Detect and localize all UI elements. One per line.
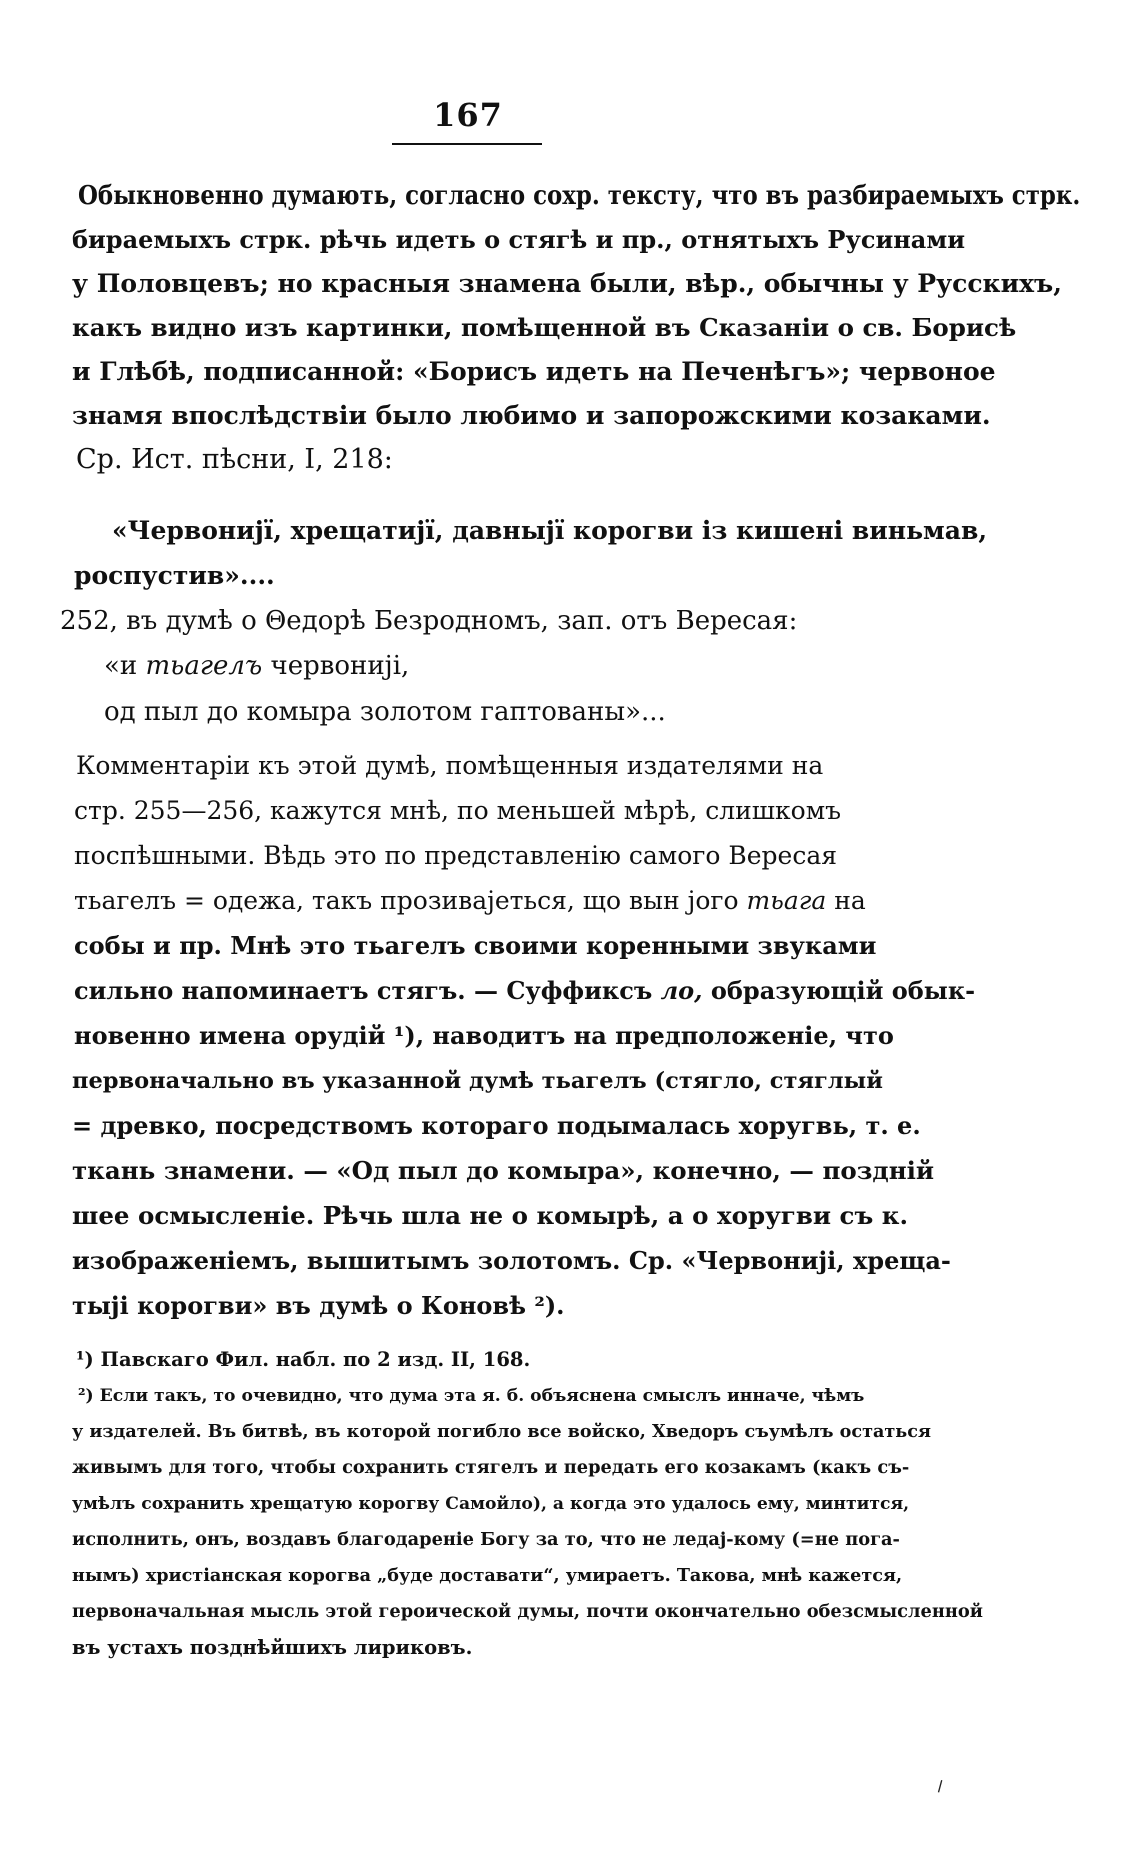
page-number: 167 xyxy=(433,96,503,134)
quote-line: роспустив».... xyxy=(74,561,275,590)
body-line-suffix: на xyxy=(834,886,866,915)
footnote-line: у издателей. Въ битвѣ, въ которой погибло все войско, Хведоръ съумѣлъ остаться xyxy=(72,1421,931,1442)
quote-line: «Червониjï, хрещатиjï, давныjï корогви із кишені виньмав, xyxy=(112,516,988,545)
body-line: изображеніемъ, вышитымъ золотомъ. Ср. «Червониjі, хреща- xyxy=(72,1246,951,1275)
body-line: поспѣшными. Вѣдь это по представленію самого Вересая xyxy=(74,841,838,870)
body-line: тыjі корогви» въ думѣ о Коновѣ ²). xyxy=(72,1291,565,1320)
body-line: первоначально въ указанной думѣ тьагелъ (стягло, стяглый xyxy=(72,1068,883,1094)
footnote-line: ¹) Павскаго Фил. набл. по 2 изд. II, 168. xyxy=(76,1348,531,1371)
body-line: знамя впослѣдствіи было любимо и запорожскими козаками. xyxy=(72,401,991,430)
body-line: Ср. Ист. пѣсни, I, 218: xyxy=(76,444,393,475)
quote-suffix: червониjі, xyxy=(270,651,410,681)
quote-line: од пыл до комыра золотом гаптованы»... xyxy=(104,697,666,727)
body-line-suffix: образующій обык- xyxy=(710,976,976,1005)
quote-prefix: «и xyxy=(104,651,138,681)
footnote-line: нымъ) христіанская корогва „буде доставати“, умираетъ. Такова, мнѣ кажется, xyxy=(72,1565,903,1586)
body-line: новенно имена орудій ¹), наводитъ на предположеніе, что xyxy=(74,1021,894,1050)
footnote-line: умѣлъ сохранить хрещатую корогву Самойло), а когда это удалось ему, минтится, xyxy=(72,1494,910,1514)
body-line: стр. 255—256, кажутся мнѣ, по меньшей мѣрѣ, слишкомъ xyxy=(74,796,842,825)
body-line-text: тьагелъ = одежа, такъ прозиваjеться, що вын jого xyxy=(74,886,739,915)
page-number-rule xyxy=(392,143,542,145)
body-line: у Половцевъ; но красныя знамена были, вѣр., обычны у Русскихъ, xyxy=(72,269,1062,298)
body-line xyxy=(74,883,866,919)
body-line: и Глѣбѣ, подписанной: «Борисъ идеть на Печенѣгъ»; червоное xyxy=(72,357,996,386)
footnote-line: живымъ для того, чтобы сохранить стягелъ и передать его козакамъ (какъ съ- xyxy=(72,1457,910,1478)
italic-word: ло, xyxy=(660,976,703,1005)
body-line: = древко, посредствомъ котораго подымалась хоругвь, т. е. xyxy=(72,1111,921,1140)
footnote-line: ²) Если такъ, то очевидно, что дума эта я. б. объяснена смыслъ инначе, чѣмъ xyxy=(78,1386,865,1406)
body-line xyxy=(74,973,975,1009)
quote-italic-word: тьагелъ xyxy=(145,651,263,681)
footnote-line: первоначальная мысль этой героической думы, почти окончательно обезсмысленной xyxy=(72,1601,983,1622)
body-line: Обыкновенно думають, согласно сохр. тексту, что въ разбираемыхъ стрк. xyxy=(78,181,1081,211)
body-line-text: сильно напоминаетъ стягъ. — Суффиксъ xyxy=(74,976,653,1005)
italic-word: тьага xyxy=(746,886,827,915)
body-line: шее осмысленіе. Рѣчь шла не о комырѣ, а о хоругви съ к. xyxy=(72,1201,909,1230)
stray-pen-mark: ⸝ xyxy=(924,1765,951,1798)
body-line: собы и пр. Мнѣ это тьагелъ своими коренными звуками xyxy=(74,931,877,960)
footnote-line: исполнить, онъ, воздавъ благодареніе Богу за то, что не ледаj-кому (=не пога- xyxy=(72,1529,900,1550)
footnote-line: въ устахъ позднѣйшихъ лириковъ. xyxy=(72,1636,473,1659)
reference-line: 252, въ думѣ о Θедорѣ Безродномъ, зап. отъ Вересая: xyxy=(60,606,798,636)
body-line: ткань знамени. — «Од пыл до комыра», конечно, — поздній xyxy=(72,1156,935,1185)
body-line: бираемыхъ стрк. рѣчь идеть о стягѣ и пр., отнятыхъ Русинами xyxy=(72,225,966,254)
quote-line xyxy=(104,648,409,684)
body-line: какъ видно изъ картинки, помѣщенной въ Сказаніи о св. Борисѣ xyxy=(72,313,1017,342)
body-line: Комментаріи къ этой думѣ, помѣщенныя издателями на xyxy=(76,751,824,780)
